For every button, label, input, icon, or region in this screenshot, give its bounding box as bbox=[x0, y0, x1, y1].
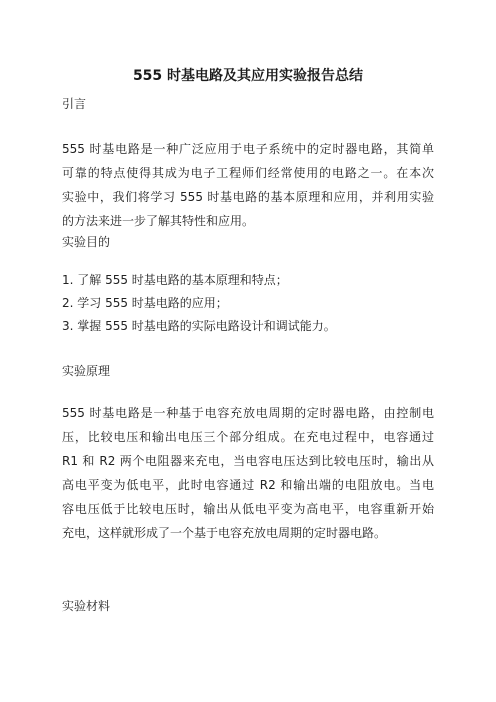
paragraph-line: R1 和 R2 两个电阻器来充电，当电容电压达到比较电压时，输出从 bbox=[62, 454, 434, 468]
section-heading-materials: 实验材料 bbox=[62, 599, 111, 613]
intro-paragraph bbox=[62, 137, 434, 233]
section-heading-intro: 引言 bbox=[62, 97, 87, 111]
paragraph-line: 实验中，我们将学习 555 时基电路的基本原理和应用，并利用实验 bbox=[62, 190, 434, 204]
document-title: 555 时基电路及其应用实验报告总结 bbox=[132, 68, 364, 84]
paragraph-line: 可靠的特点使得其成为电子工程师们经常使用的电路之一。在本次 bbox=[62, 166, 434, 180]
paragraph-line: 压，比较电压和输出电压三个部分组成。在充电过程中，电容通过 bbox=[62, 430, 434, 444]
paragraph-line: 高电平变为低电平，此时电容通过 R2 和输出端的电阻放电。当电 bbox=[62, 478, 434, 492]
paragraph-line: 555 时基电路是一种广泛应用于电子系统中的定时器电路，其简单 bbox=[62, 142, 434, 156]
paragraph-line: 555 时基电路是一种基于电容充放电周期的定时器电路，由控制电 bbox=[62, 406, 434, 420]
paragraph-line: 容电压低于比较电压时，输出从低电平变为高电平，电容重新开始 bbox=[62, 502, 434, 516]
list-item: 2. 学习 555 时基电路的应用； bbox=[62, 296, 228, 310]
paragraph-line: 的方法来进一步了解其特性和应用。 bbox=[62, 214, 255, 228]
list-item: 3. 掌握 555 时基电路的实际电路设计和调试能力。 bbox=[62, 319, 336, 333]
paragraph-line: 充电，这样就形成了一个基于电容充放电周期的定时器电路。 bbox=[62, 526, 387, 540]
section-heading-principle: 实验原理 bbox=[62, 364, 111, 378]
objectives-list bbox=[62, 269, 442, 338]
list-item: 1. 了解 555 时基电路的基本原理和特点； bbox=[62, 273, 288, 287]
principle-paragraph bbox=[62, 401, 434, 545]
section-heading-objectives: 实验目的 bbox=[62, 235, 111, 249]
